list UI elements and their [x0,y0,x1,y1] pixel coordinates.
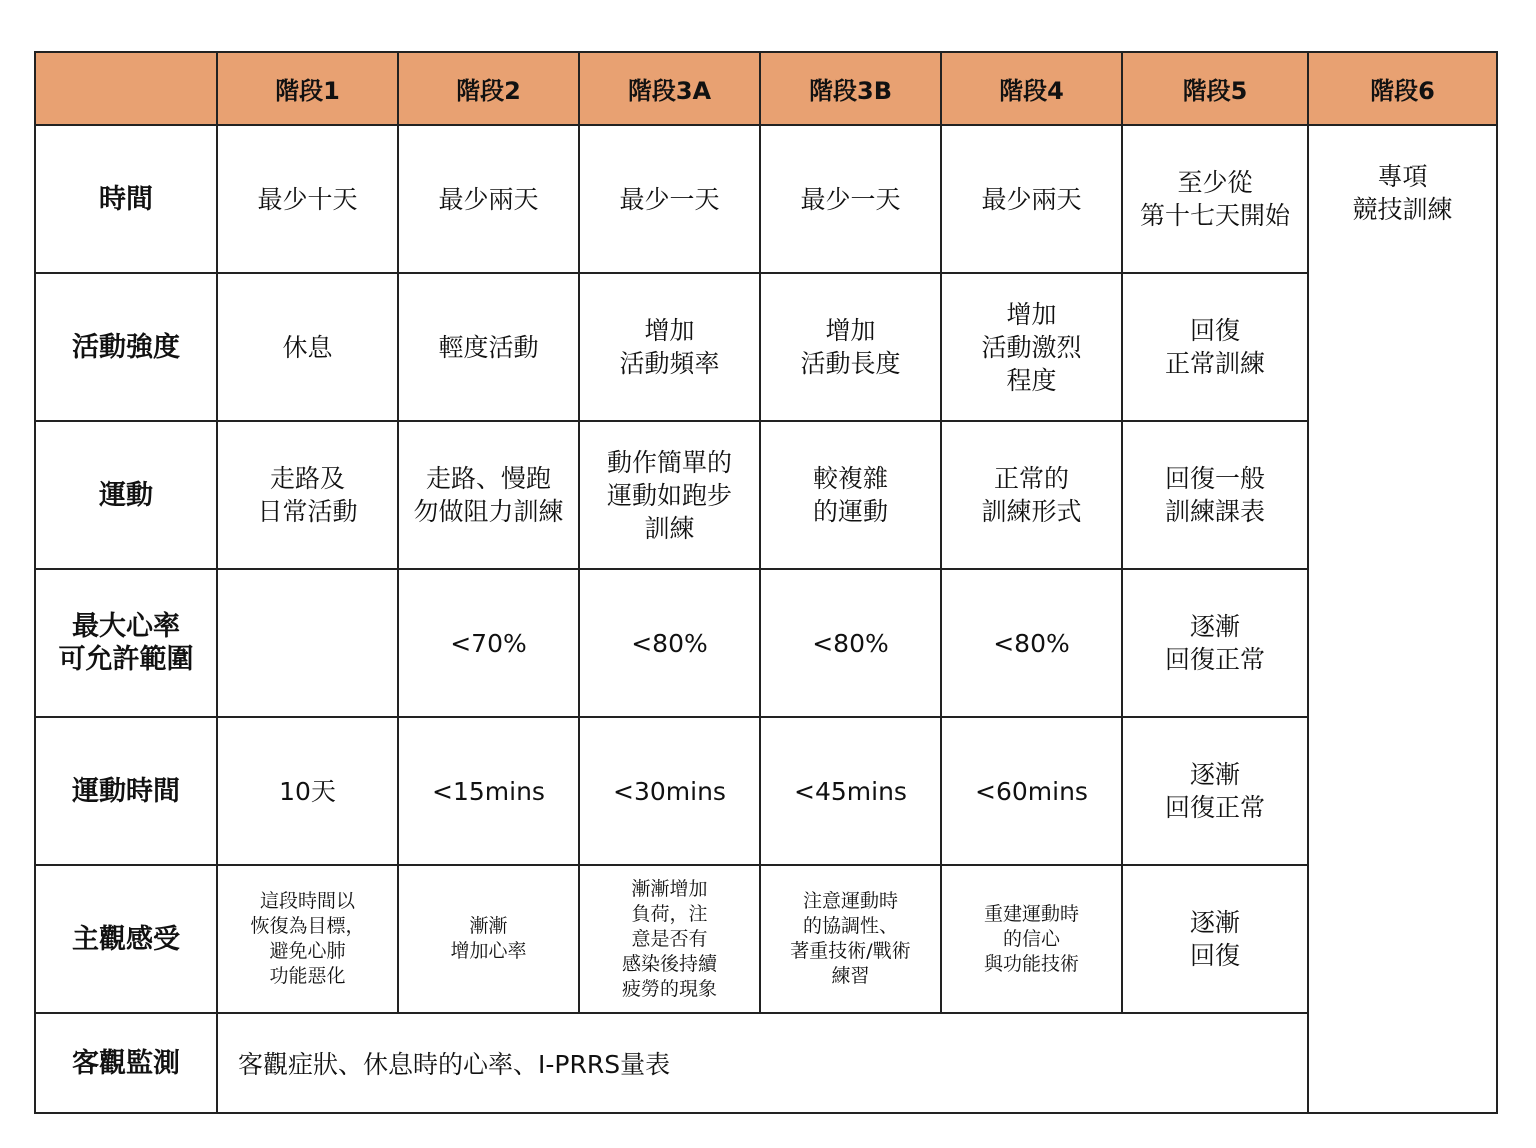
cell-exercise-stage-2: 走路、慢跑 勿做阻力訓練 [398,421,579,569]
cell-time-stage-5: 至少從 第十七天開始 [1122,125,1308,273]
cell-intensity-stage-2: 輕度活動 [398,273,579,421]
cell-hr-stage-3b: <80% [760,569,941,717]
return-to-play-table [34,51,1498,1114]
cell-exercise-stage-4: 正常的 訓練形式 [941,421,1122,569]
row-exercise [35,421,1497,569]
cell-intensity-stage-3a: 增加 活動頻率 [579,273,760,421]
cell-duration-stage-4: <60mins [941,717,1122,865]
cell-duration-stage-2: <15mins [398,717,579,865]
header-row [35,52,1497,125]
cell-exercise-stage-5: 回復一般 訓練課表 [1122,421,1308,569]
cell-hr-stage-5: 逐漸 回復正常 [1122,569,1308,717]
header-stage-5: 階段5 [1122,52,1308,125]
cell-intensity-stage-4: 增加 活動激烈 程度 [941,273,1122,421]
cell-time-stage-3a: 最少一天 [579,125,760,273]
cell-objective-monitoring: 客觀症狀、休息時的心率、I-PRRS量表 [217,1013,1308,1113]
header-stage-3b: 階段3B [760,52,941,125]
cell-exercise-stage-1: 走路及 日常活動 [217,421,398,569]
cell-subjective-stage-4: 重建運動時 的信心 與功能技術 [941,865,1122,1013]
row-label-exercise: 運動 [35,421,217,569]
header-stage-1: 階段1 [217,52,398,125]
cell-subjective-stage-2: 漸漸 增加心率 [398,865,579,1013]
cell-hr-stage-4: <80% [941,569,1122,717]
row-label-objective: 客觀監測 [35,1013,217,1113]
cell-duration-stage-3a: <30mins [579,717,760,865]
row-objective [35,1013,1497,1113]
cell-subjective-stage-3b: 注意運動時 的協調性、 著重技術/戰術 練習 [760,865,941,1013]
cell-subjective-stage-1: 這段時間以 恢復為目標， 避免心肺 功能惡化 [217,865,398,1013]
header-stage-3a: 階段3A [579,52,760,125]
row-exercise-duration [35,717,1497,865]
row-label-max-heart-rate: 最大心率 可允許範圍 [35,569,217,717]
cell-intensity-stage-3b: 增加 活動長度 [760,273,941,421]
cell-duration-stage-5: 逐漸 回復正常 [1122,717,1308,865]
cell-time-stage-2: 最少兩天 [398,125,579,273]
cell-time-stage-4: 最少兩天 [941,125,1122,273]
cell-duration-stage-1: 10天 [217,717,398,865]
row-time [35,125,1497,273]
cell-intensity-stage-5: 回復 正常訓練 [1122,273,1308,421]
cell-stage-6: 專項 競技訓練 [1308,125,1497,1113]
cell-subjective-stage-5: 逐漸 回復 [1122,865,1308,1013]
cell-subjective-stage-3a: 漸漸增加 負荷，注 意是否有 感染後持續 疲勞的現象 [579,865,760,1013]
cell-hr-stage-1 [217,569,398,717]
cell-time-stage-3b: 最少一天 [760,125,941,273]
cell-intensity-stage-1: 休息 [217,273,398,421]
row-label-time: 時間 [35,125,217,273]
row-label-subjective: 主觀感受 [35,865,217,1013]
cell-hr-stage-3a: <80% [579,569,760,717]
cell-exercise-stage-3b: 較複雜 的運動 [760,421,941,569]
header-corner [35,52,217,125]
header-stage-2: 階段2 [398,52,579,125]
row-max-heart-rate [35,569,1497,717]
row-subjective [35,865,1497,1013]
cell-hr-stage-2: <70% [398,569,579,717]
header-stage-6: 階段6 [1308,52,1497,125]
cell-time-stage-1: 最少十天 [217,125,398,273]
row-label-exercise-duration: 運動時間 [35,717,217,865]
header-stage-4: 階段4 [941,52,1122,125]
row-label-intensity: 活動強度 [35,273,217,421]
cell-duration-stage-3b: <45mins [760,717,941,865]
cell-exercise-stage-3a: 動作簡單的 運動如跑步 訓練 [579,421,760,569]
row-intensity [35,273,1497,421]
